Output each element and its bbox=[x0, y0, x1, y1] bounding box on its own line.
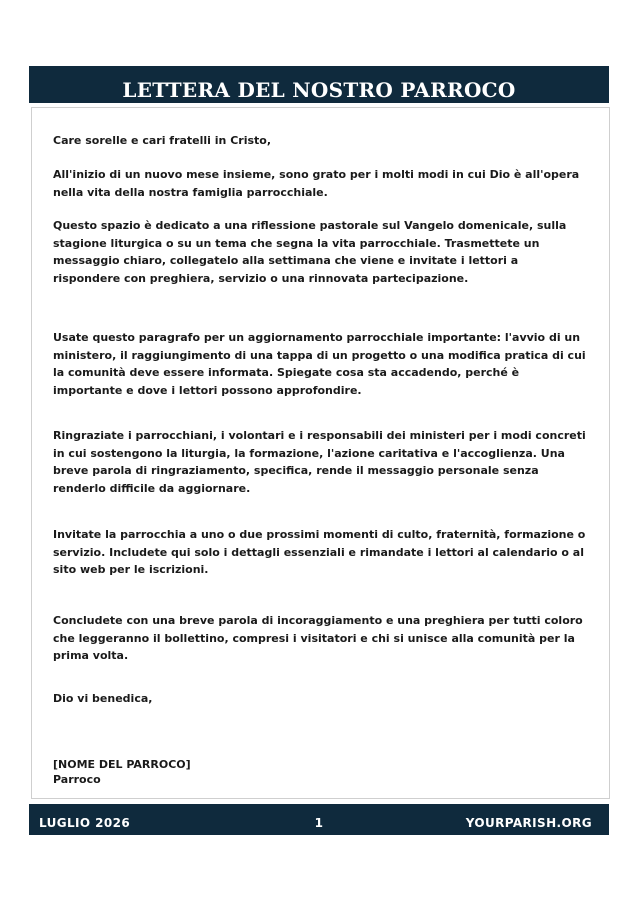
signature-name: [NOME DEL PARROCO] bbox=[53, 758, 191, 771]
letter-paragraph-update: Usate questo paragrafo per un aggiornamento parrocchiale importante: l'avvio di un ministero, il raggiungimento di una tappa di un progetto o una modifica pratica di cui la comunità deve essere informata. Spiegate cosa sta accadendo, perché è importante e dove i lettori possono approfondire. bbox=[53, 331, 586, 397]
footer-website: YOURPARISH.ORG bbox=[465, 816, 592, 830]
letter-greeting: Care sorelle e cari fratelli in Cristo, bbox=[53, 134, 272, 147]
signature-role: Parroco bbox=[53, 773, 101, 786]
footer-page-number: 1 bbox=[314, 816, 324, 830]
footer-banner bbox=[29, 804, 609, 835]
footer-date: LUGLIO 2026 bbox=[39, 816, 131, 830]
letter-paragraph-thanks: Ringraziate i parrocchiani, i volontari e i responsabili dei ministeri per i modi concreti in cui sostengono la liturgia, la formazione, l'azione caritativa e l'accoglienza. Una breve parola di ringraziamento, specifica, rende il messaggio personale senza renderlo difficile da aggiornare. bbox=[53, 429, 586, 495]
page-title: LETTERA DEL NOSTRO PARROCO bbox=[122, 77, 516, 102]
letter-paragraph-reflection: Questo spazio è dedicato a una riflessione pastorale sul Vangelo domenicale, sulla stagione liturgica o su un tema che segna la vita parrocchiale. Trasmettete un messaggio chiaro, collegatelo alla settimana che viene e invitate i lettori a rispondere con preghiera, servizio o una rinnovata partecipazione. bbox=[53, 219, 567, 285]
letter-paragraph-intro: All'inizio di un nuovo mese insieme, sono grato per i molti modi in cui Dio è all'opera nella vita della nostra famiglia parrocchiale. bbox=[53, 168, 580, 199]
letter-closing: Dio vi benedica, bbox=[53, 692, 153, 705]
letter-paragraph-invitation: Invitate la parrocchia a uno o due prossimi momenti di culto, fraternità, formazione o servizio. Includete qui solo i dettagli essenziali e rimandate i lettori al calendario o al sito web per le iscrizioni. bbox=[53, 528, 586, 577]
letter-paragraph-conclusion: Concludete con una breve parola di incoraggiamento e una preghiera per tutti coloro che leggeranno il bollettino, compresi i visitatori e chi si unisce alla comunità per la prima volta. bbox=[53, 614, 583, 663]
header-banner bbox=[29, 66, 609, 103]
